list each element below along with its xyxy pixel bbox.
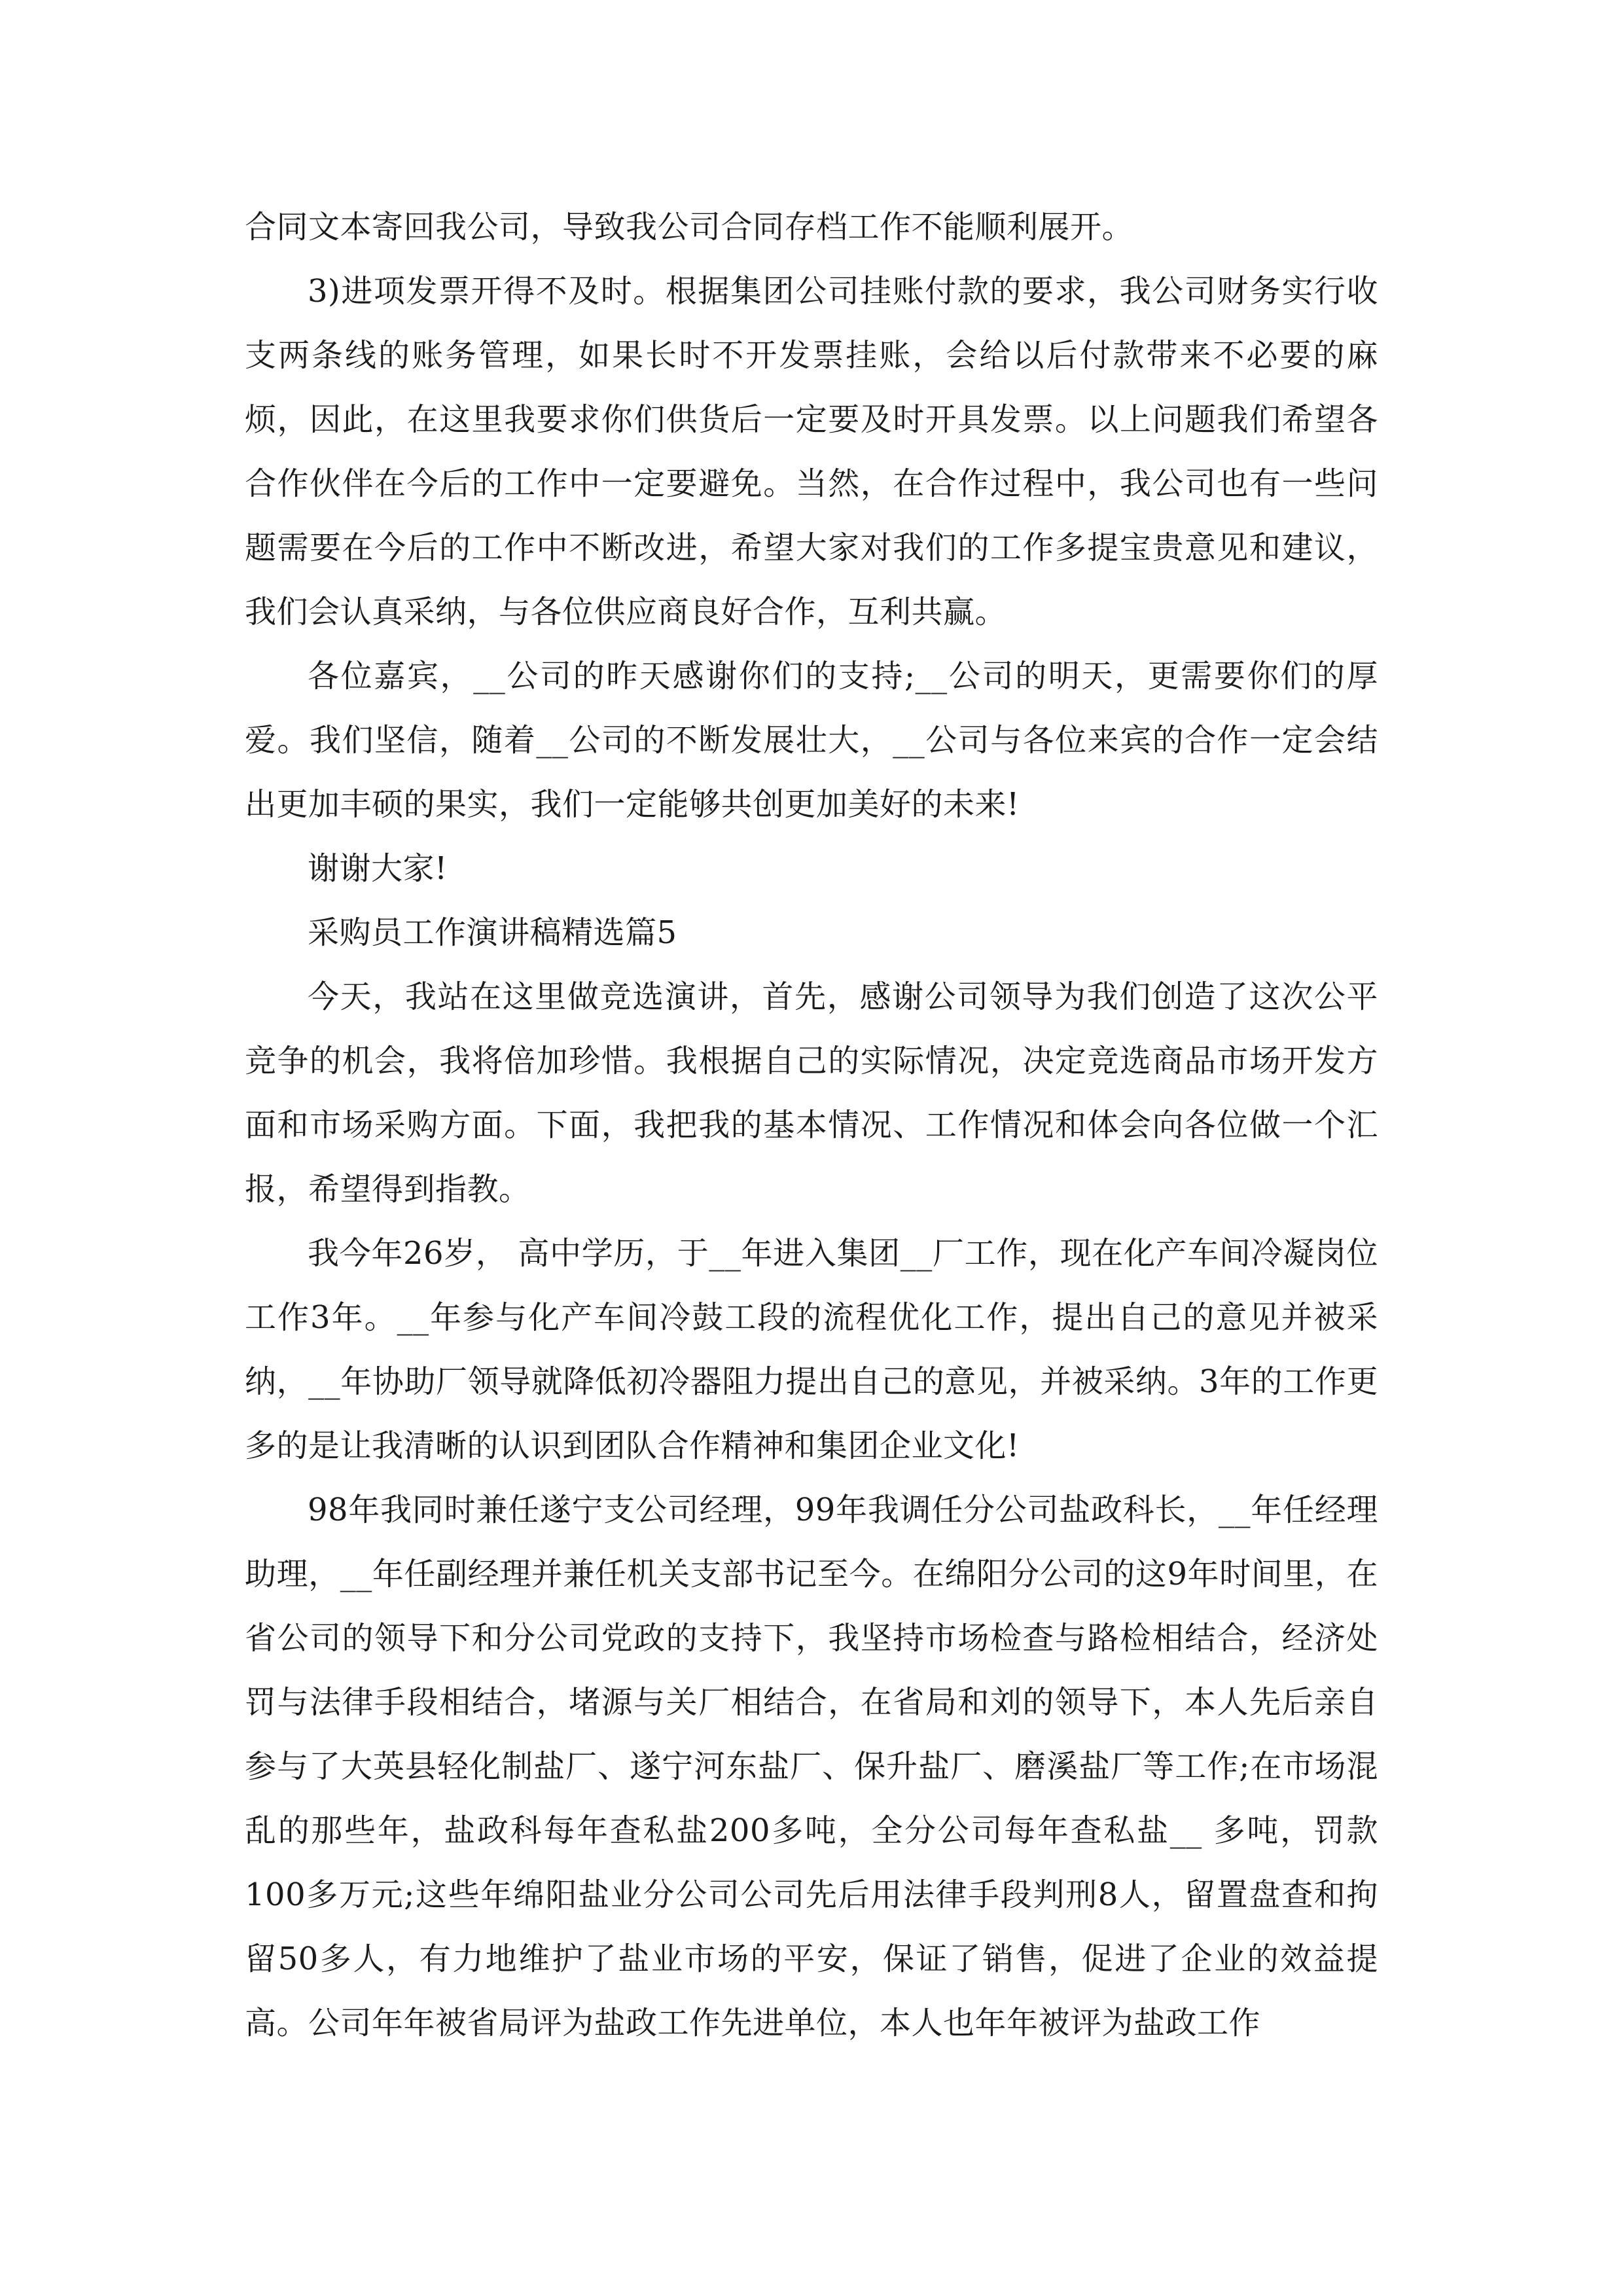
paragraph: 合同文本寄回我公司，导致我公司合同存档工作不能顺利展开。 xyxy=(245,209,1134,245)
paragraph: 我今年26岁， 高中学历，于__年进入集团__厂工作，现在化产车间冷凝岗位工作3年。__年参与化产车间冷鼓工段的流程优化工作，提出自己的意见并被采纳，__年协助厂领导就降低初冷器阻力提出自己的意见，并被采纳。3年的工作更多的是让我清晰的认识到团队合作精神和集团企业文化! xyxy=(245,1235,1378,1464)
section-heading: 采购员工作演讲稿精选篇5 xyxy=(308,914,677,951)
paragraph: 98年我同时兼任遂宁支公司经理，99年我调任分公司盐政科长，__年任经理助理，__年任副经理并兼任机关支部书记至今。在绵阳分公司的这9年时间里，在省公司的领导下和分公司党政的支持下，我坚持市场检查与路检相结合，经济处罚与法律手段相结合，堵源与关厂相结合，在省局和刘的领导下，本人先后亲自参与了大英县轻化制盐厂、遂宁河东盐厂、保升盐厂、磨溪盐厂等工作;在市场混乱的那些年，盐政科每年查私盐200多吨，全分公司每年查私盐__ 多吨，罚款100多万元;这些年绵阳盐业分公司公司先后用法律手段判刑8人，留置盘查和拘留50多人，有力地维护了盐业市场的平安，保证了销售，促进了企业的效益提高。公司年年被省局评为盐政工作先进单位，本人也年年被评为盐政工作 xyxy=(245,1492,1378,2041)
paragraph: 3)进项发票开得不及时。根据集团公司挂账付款的要求，我公司财务实行收支两条线的账务管理，如果长时不开发票挂账，会给以后付款带来不必要的麻烦，因此，在这里我要求你们供货后一定要及时开具发票。以上问题我们希望各合作伙伴在今后的工作中一定要避免。当然，在合作过程中，我公司也有一些问题需要在今后的工作中不断改进，希望大家对我们的工作多提宝贵意见和建议，我们会认真采纳，与各位供应商良好合作，互利共赢。 xyxy=(245,273,1378,630)
document-body xyxy=(245,195,1378,2055)
paragraph: 各位嘉宾，__公司的昨天感谢你们的支持;__公司的明天，更需要你们的厚爱。我们坚信，随着__公司的不断发展壮大，__公司与各位来宾的合作一定会结出更加丰硕的果实，我们一定能够共创更加美好的未来! xyxy=(245,658,1378,823)
paragraph: 谢谢大家! xyxy=(308,850,448,887)
paragraph: 今天，我站在这里做竞选演讲，首先，感谢公司领导为我们创造了这次公平竞争的机会，我将倍加珍惜。我根据自己的实际情况，决定竞选商品市场开发方面和市场采购方面。下面，我把我的基本情况、工作情况和体会向各位做一个汇报，希望得到指教。 xyxy=(245,978,1378,1208)
